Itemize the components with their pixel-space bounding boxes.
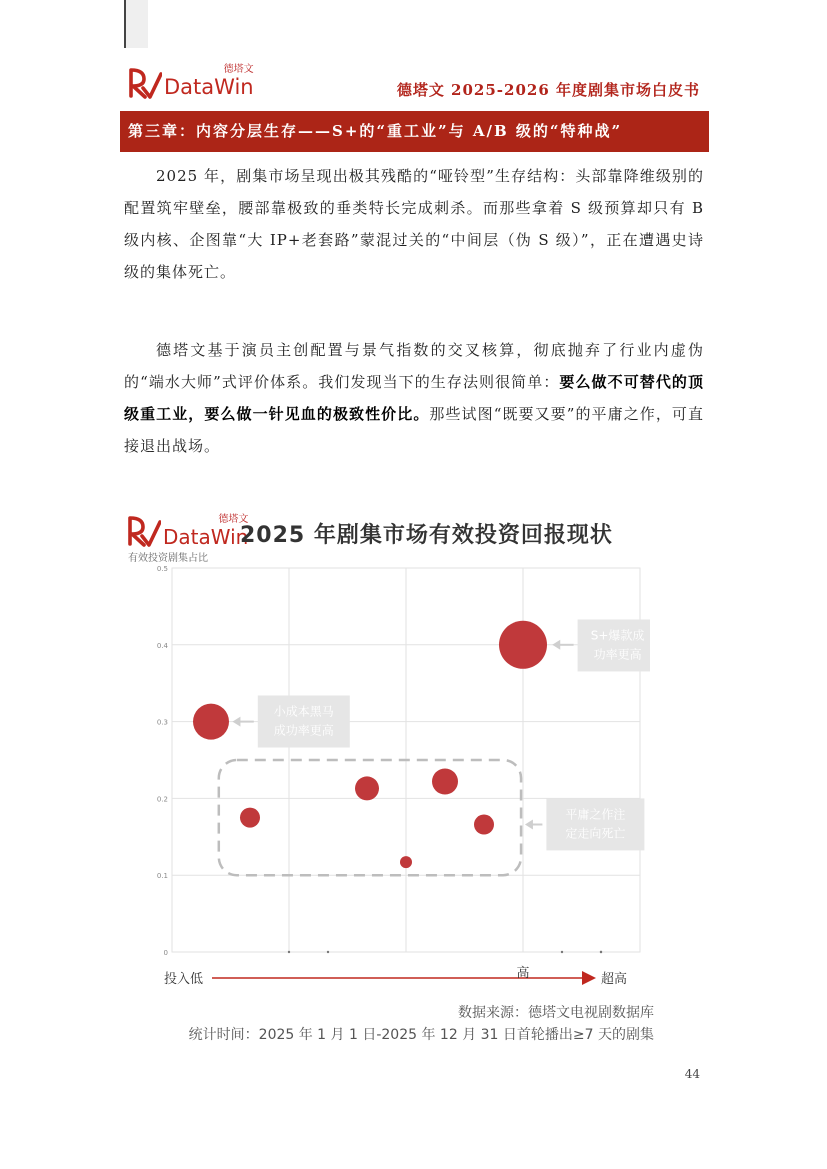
- annotation-box: [546, 798, 644, 850]
- y-tick-label: 0: [163, 949, 168, 957]
- paragraph-2: [124, 334, 704, 462]
- chapter-title: 第三章：内容分层生存——S+的“重工业”与 A/B 级的“特种战”: [120, 111, 709, 152]
- paragraph-1: 2025 年，剧集市场呈现出极其残酷的“哑铃型”生存结构：头部靠降维级别的配置筑牢壁垒，腰部靠极致的垂类特长完成刺杀。而那些拿着 S 级预算却只有 B 级内核、企图靠“大 IP+老套路”蒙混过关的“中间层（伪 S 级）”，正在遭遇史诗级的集体死亡。: [124, 167, 704, 281]
- x-axis-arrow-head: [582, 971, 596, 985]
- y-tick-label: 0.1: [156, 872, 168, 881]
- chart-ylabel: 有效投资剧集占比: [128, 553, 208, 564]
- annotation-box: [578, 619, 650, 671]
- annotation-text: 小成本黑马: [273, 704, 334, 719]
- annotation-text: S+爆款成: [590, 628, 645, 643]
- x-axis-label-high: 超高: [601, 972, 628, 987]
- scatter-chart: [120, 558, 650, 993]
- annotation-arrow-head: [552, 640, 560, 650]
- header-logo-text: DataWin: [164, 75, 254, 99]
- header-logo: [128, 66, 254, 100]
- data-point: [499, 621, 547, 669]
- corner-tab: [124, 0, 148, 48]
- annotation-text: 定走向死亡: [565, 826, 626, 841]
- header-title: 德塔文 2025-2026 年度剧集市场白皮书: [396, 81, 700, 99]
- page-number: 44: [684, 1067, 700, 1081]
- y-tick-label: 0.4: [156, 641, 168, 650]
- x-axis-label-low: 投入低: [164, 972, 204, 987]
- data-source: 数据来源：德塔文电视剧数据库: [458, 1005, 654, 1021]
- y-tick-label: 0.3: [156, 718, 168, 727]
- annotation-text: 功率更高: [593, 647, 642, 662]
- paragraph-2-bold: 要么做不可替代的顶级重工业，要么做一针见血的极致性价比。: [124, 373, 704, 423]
- stat-time: 统计时间：2025 年 1 月 1 日-2025 年 12 月 31 日首轮播出≥7 天的剧集: [188, 1027, 654, 1043]
- x-tick-dot: [288, 951, 290, 953]
- chart-logo-brand: [163, 514, 249, 549]
- x-tick-dot: [600, 951, 602, 953]
- x-axis-label-mid: 高: [516, 966, 530, 981]
- chart-logo: [127, 514, 248, 548]
- chart-title: 2025 年剧集市场有效投资回报现状: [240, 523, 613, 548]
- chart-logo-cn: 德塔文: [218, 514, 249, 525]
- data-point: [432, 769, 458, 795]
- header-logo-brand: [164, 64, 254, 99]
- header-logo-cn: 德塔文: [223, 64, 254, 75]
- annotation-arrow-head: [525, 820, 533, 830]
- data-point: [355, 776, 379, 800]
- paragraph-2-start: 德塔文基于演员主创配置与景气指数的交叉核算，彻底抛弃了行业内虚伪的“端水大师”式评价体系。我们发现当下的生存法则很简单：: [124, 341, 704, 391]
- data-point: [193, 704, 229, 740]
- x-tick-dot: [327, 951, 329, 953]
- data-point: [400, 856, 412, 868]
- annotation-box: [258, 695, 350, 747]
- y-tick-label: 0.2: [156, 795, 168, 804]
- annotation-arrow-head: [232, 717, 240, 727]
- chart-logo-text: DataWin: [163, 525, 249, 549]
- data-point: [240, 808, 260, 828]
- y-tick-label: 0.5: [156, 565, 168, 573]
- data-point: [474, 815, 494, 835]
- annotation-text: 成功率更高: [273, 723, 334, 738]
- chart-logo-icon: [127, 514, 161, 548]
- datawin-logo-icon: [128, 66, 162, 100]
- paragraph-2-end: 那些试图“既要又要”的平庸之作，可直接退出战场。: [124, 405, 704, 455]
- x-tick-dot: [561, 951, 563, 953]
- annotation-text: 平庸之作注: [565, 807, 626, 822]
